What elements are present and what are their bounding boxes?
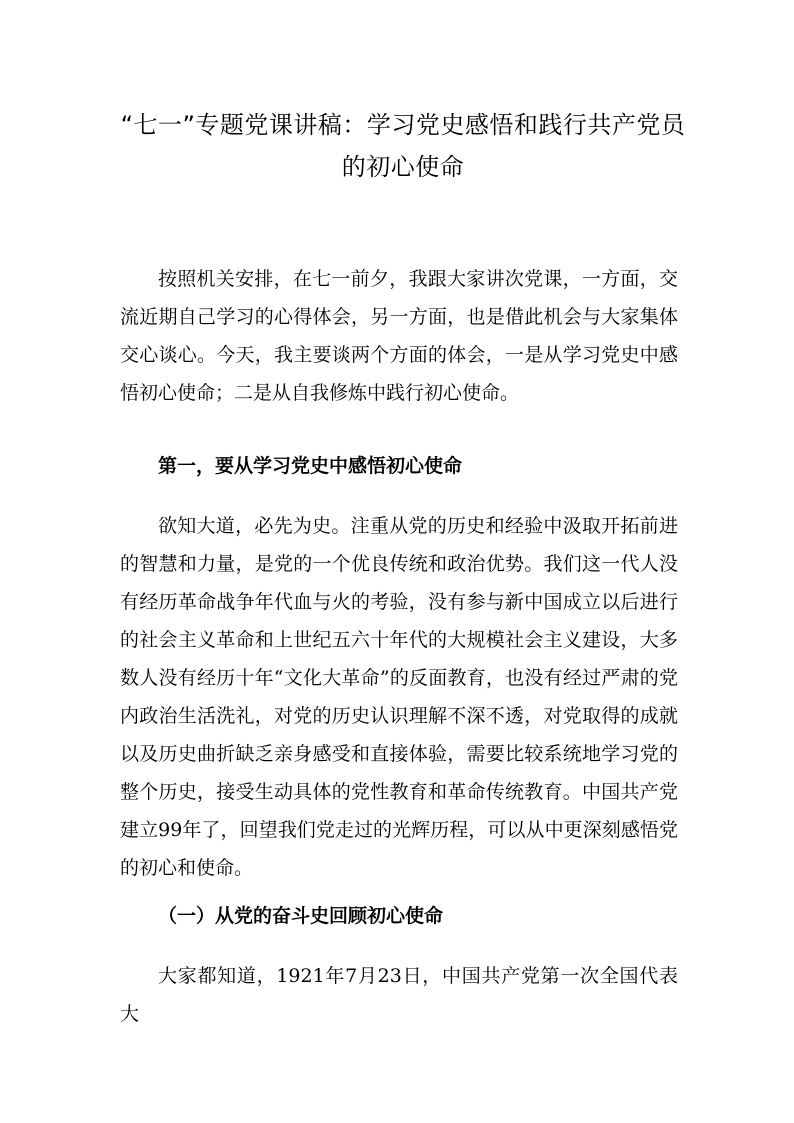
history-paragraph: 欲知大道，必先为史。注重从党的历史和经验中汲取开拓前进的智慧和力量，是党的一个优良传统和政治优势。我们这一代人没有经历革命战争年代血与火的考验，没有参与新中国成立以后进行的社会主义革命和上世纪五六十年代的大规模社会主义建设，大多数人没有经历十年“文化大革命”的反面教育，也没有经过严肃的党内政治生活洗礼，对党的历史认识理解不深不透，对党取得的成就以及历史曲折缺乏亲身感受和直接体验，需要比较系统地学习党的整个历史，接受生动具体的党性教育和革命传统教育。中国共产党建立99年了，回望我们党走过的光辉历程，可以从中更深刻感悟党的初心和使命。 — [120, 515, 678, 879]
founding-paragraph: 大家都知道，1921年7月23日，中国共产党第一次全国代表大 — [120, 965, 678, 1025]
intro-paragraph: 按照机关安排，在七一前夕，我跟大家讲次党课，一方面，交流近期自己学习的心得体会，另一方面，也是借此机会与大家集体交心谈心。今天，我主要谈两个方面的体会，一是从学习党史中感悟初心使命；二是从自我修炼中践行初心使命。 — [120, 268, 678, 404]
section-heading-1: 第一，要从学习党史中感悟初心使命 — [158, 455, 463, 477]
document-title: “七一”专题党课讲稿：学习党史感悟和践行共产党员的初心使命 — [120, 111, 686, 181]
subsection-heading-1: （一）从党的奋斗史回顾初心使命 — [158, 905, 444, 927]
